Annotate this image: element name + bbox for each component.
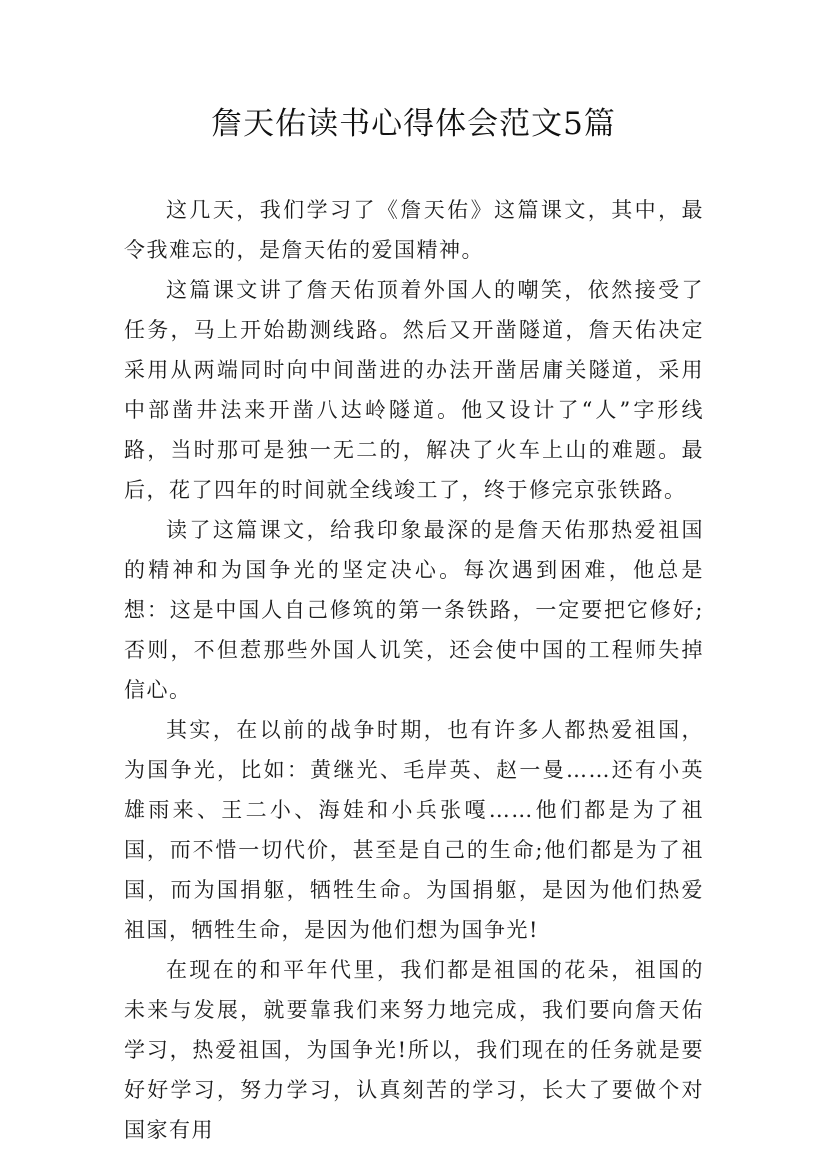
paragraph-3: 读了这篇课文，给我印象最深的是詹天佑那热爱祖国的精神和为国争光的坚定决心。每次遇到困难，他总是想：这是中国人自己修筑的第一条铁路，一定要把它修好;否则，不但惹那些外国人讥笑，还会使中国的工程师失掉信心。 — [124, 518, 704, 702]
paragraph-5: 在现在的和平年代里，我们都是祖国的花朵，祖国的未来与发展，就要靠我们来努力地完成，我们要向詹天佑学习，热爱祖国，为国争光!所以，我们现在的任务就是要好好学习，努力学习，认真刻苦的学习，长大了要做个对国家有用 — [124, 958, 704, 1142]
paragraph-4: 其实，在以前的战争时期，也有许多人都热爱祖国，为国争光，比如：黄继光、毛岸英、赵一曼……还有小英雄雨来、王二小、海娃和小兵张嘎……他们都是为了祖国，而不惜一切代价，甚至是自己的生命;他们都是为了祖国，而为国捐躯，牺牲生命。为国捐躯，是因为他们热爱祖国，牺牲生命，是因为他们想为国争光! — [124, 718, 704, 942]
paragraph-1: 这几天，我们学习了《詹天佑》这篇课文，其中，最令我难忘的，是詹天佑的爱国精神。 — [124, 198, 704, 262]
paragraph-2: 这篇课文讲了詹天佑顶着外国人的嘲笑，依然接受了任务，马上开始勘测线路。然后又开凿隧道，詹天佑决定采用从两端同时向中间凿进的办法开凿居庸关隧道，采用中部凿井法来开凿八达岭隧道。他又设计了“人”字形线路，当时那可是独一无二的，解决了火车上山的难题。最后，花了四年的时间就全线竣工了，终于修完京张铁路。 — [124, 278, 704, 502]
document-title: 詹天佑读书心得体会范文5篇 — [211, 106, 616, 142]
document-body — [124, 190, 704, 1150]
